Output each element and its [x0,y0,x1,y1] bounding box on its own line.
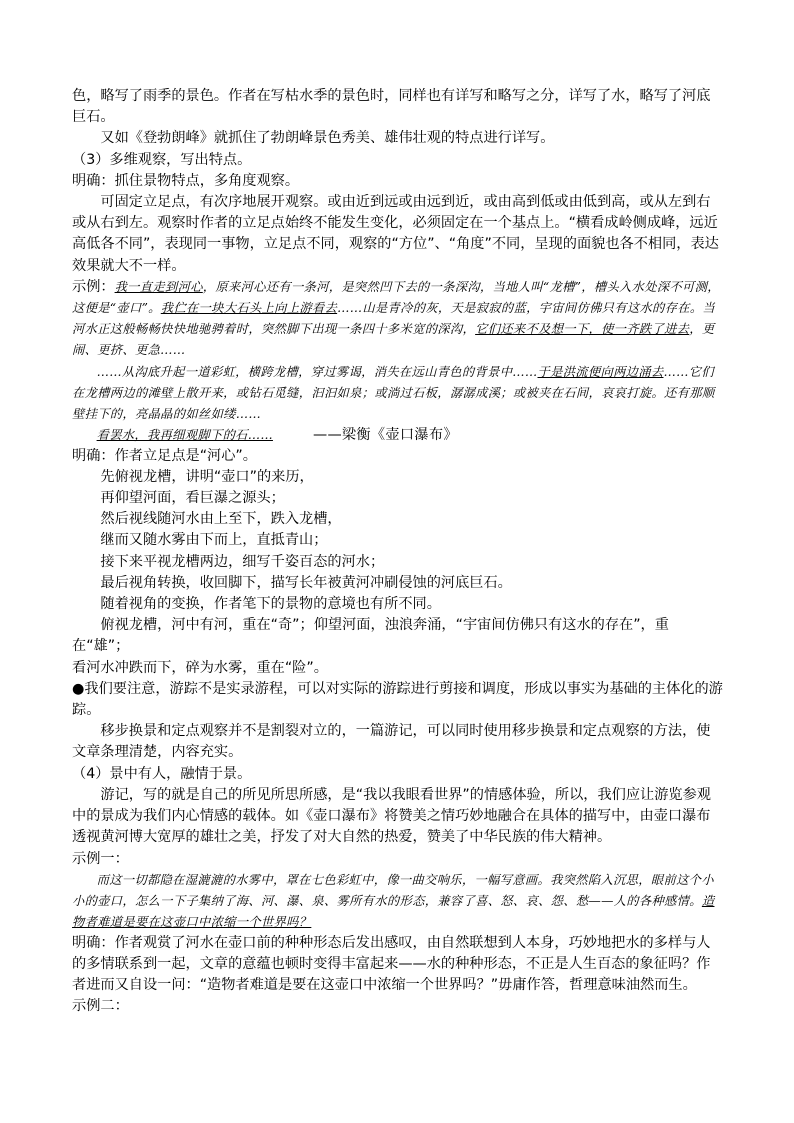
section-heading: （3）多维观察，写出特点。 [72,151,252,168]
paragraph: 俯视龙槽，河中有河，重在“奇”；仰望河面，浊浪奔涌，“宇宙间仿佛只有这水的存在”，重在“雄”； [72,617,669,655]
example-label: 示例： [72,278,115,295]
sequence-line: 先俯视龙槽，讲明“壶口”的来历， [100,468,314,485]
paragraph: 明确：作者立足点是“河心”。 [72,447,257,464]
example-text: 我一直走到河心，原来河心还有一条河，是突然凹下去的一条深沟，当地人叫“龙槽”，槽头入水处深不可测，这便是“壶口”。我伫在一块大石头上向上游看去……山是青冷的灰，天是寂寂的蓝，宇宙间仿佛只有这水的存在。当河水正这般畅畅快快地驰骋着时，突然脚下出现一条四十多米宽的深沟，它们还来不及想一下，使一齐跌了进去，更闹、更挤、更急…… [72,279,720,358]
paragraph: 可固定立足点，有次序地展开观察。或由近到远或由远到近，或由高到低或由低到高，或从左到右或从右到左。观察时作者的立足点始终不能发生变化，必须固定在一个基点上。“横看成岭侧成峰，远近高低各不同”，表现同一事物，立足点不同，观察的“方位”、“角度”不同，呈现的面貌也各不相同，表达效果就大不一样。 [72,194,719,274]
example-text: 而这一切都隐在湿漉漉的水雾中，罩在七色彩虹中，像一曲交响乐，一幅写意画。我突然陷入沉思，眼前这个小小的壶口，怎么一下子集纳了海、河、瀑、泉、雾所有水的形态，兼容了喜、怒、哀、怨、愁——人的各种感情。造物者难道是要在这壶口中浓缩一个世界吗？ [72,872,715,929]
sequence-line: 接下来平视龙槽两边，细写千姿百态的河水； [100,553,385,570]
paragraph: 随着视角的变换，作者笔下的景物的意境也有所不同。 [100,596,441,613]
example-text: ……从沟底升起一道彩虹，横跨龙槽，穿过雾谒，消失在远山青色的背景中……于是洪流便向两边涌去……它们在龙槽两边的滩壁上散开来，或钻石觅缝，汩汩如泉；或淌过石板，潺潺成溪；或被夹在石间，哀哀打旋。还有那顺壁挂下的，亮晶晶的如丝如缕…… [72,364,715,421]
paragraph: 移步换景和定点观察并不是割裂对立的，一篇游记，可以同时使用移步换景和定点观察的方法，使文章条理清楚，内容充实。 [72,723,711,761]
paragraph: 明确：作者观赏了河水在壶口前的种种形态后发出感叹，由自然联想到人本身，巧妙地把水的多样与人的多情联系到一起，文章的意蕴也顿时变得丰富起来——水的种种形态，不正是人生百态的象征吗？作者进而又自设一问：“造物者难道是要在这壶口中浓缩一个世界吗？”毋庸作答，哲理意味油然而生。 [72,934,711,994]
paragraph: 又如《登勃朗峰》就抓住了勃朗峰景色秀美、雄伟壮观的特点进行详写。 [100,130,555,147]
sequence-line: 再仰望河面，看巨瀑之源头； [100,490,285,507]
paragraph: 明确：抓住景物特点，多角度观察。 [72,172,300,189]
example-label: 示例一： [72,850,129,867]
paragraph: 色，略写了雨季的景色。作者在写枯水季的景色时，同样也有详写和略写之分，详写了水，略写了河底巨石。 [72,88,711,126]
sequence-line: 继而又随水雾由下而上，直抵青山； [100,532,328,549]
sequence-line: 然后视线随河水由上至下，跌入龙槽， [100,511,342,528]
section-heading: （4）景中有人，融情于景。 [72,765,252,782]
bullet-note: ●我们要注意，游踪不是实录游程，可以对实际的游踪进行剪接和调度，形成以事实为基础的主体化的游踪。 [72,680,723,719]
example-label: 示例二： [72,998,129,1015]
paragraph: 游记，写的就是自己的所见所思所感，是“我以我眼看世界”的情感体验，所以，我们应让游览参观中的景成为我们内心情感的载体。如《壶口瀑布》将赞美之情巧妙地融合在具体的描写中，由壶口瀑布透视黄河博大宽厚的雄壮之美，抒发了对大自然的热爱，赞美了中华民族的伟大精神。 [72,786,711,846]
paragraph: 看河水冲跌而下，碎为水雾，重在“险”。 [72,659,328,676]
example-source: ——梁衡《壶口瀑布》 [312,426,458,443]
example-text: 看罢水，我再细观脚下的石…… ——梁衡《壶口瀑布》 [96,426,458,443]
sequence-line: 最后视角转换，收回脚下，描写长年被黄河冲刷侵蚀的河底巨石。 [100,574,512,591]
